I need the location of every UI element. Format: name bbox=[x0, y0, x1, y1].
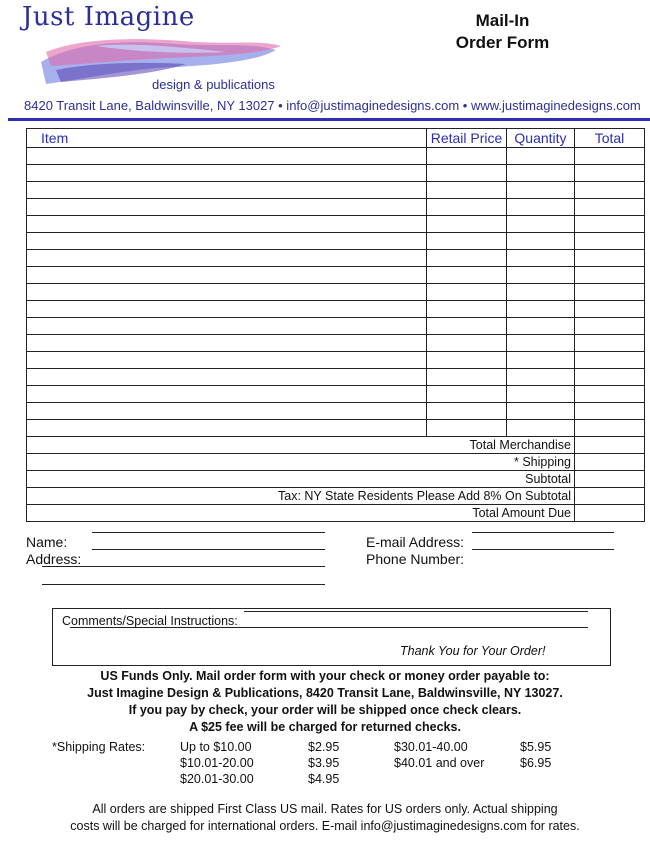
item-row bbox=[27, 182, 645, 199]
total-cell[interactable] bbox=[575, 352, 645, 369]
price-cell[interactable] bbox=[427, 403, 507, 420]
item-row bbox=[27, 301, 645, 318]
footer-note bbox=[0, 801, 650, 835]
quantity-cell[interactable] bbox=[507, 250, 575, 267]
summary-merchandise-label: Total Merchandise bbox=[27, 437, 575, 454]
item-row bbox=[27, 352, 645, 369]
item-cell[interactable] bbox=[27, 182, 427, 199]
summary-row-amount-due bbox=[27, 505, 645, 522]
rate-range-5: $40.01 and over bbox=[394, 756, 485, 770]
rate-price-4: $5.95 bbox=[520, 740, 552, 754]
price-cell[interactable] bbox=[427, 165, 507, 182]
total-cell[interactable] bbox=[575, 233, 645, 250]
notice-line4: A $25 fee will be charged for returned checks. bbox=[189, 720, 461, 734]
summary-tax-value[interactable] bbox=[575, 488, 645, 505]
quantity-cell[interactable] bbox=[507, 165, 575, 182]
item-row bbox=[27, 250, 645, 267]
item-row bbox=[27, 148, 645, 165]
item-row bbox=[27, 216, 645, 233]
price-cell[interactable] bbox=[427, 182, 507, 199]
total-cell[interactable] bbox=[575, 267, 645, 284]
quantity-cell[interactable] bbox=[507, 420, 575, 437]
summary-row-shipping bbox=[27, 454, 645, 471]
total-cell[interactable] bbox=[575, 216, 645, 233]
rate-price-2: $3.95 bbox=[308, 756, 340, 770]
order-table bbox=[26, 128, 645, 522]
item-row bbox=[27, 267, 645, 284]
total-cell[interactable] bbox=[575, 165, 645, 182]
summary-tax-label: Tax: NY State Residents Please Add 8% On Subtotal bbox=[27, 488, 575, 505]
summary-amount-due-value[interactable] bbox=[575, 505, 645, 522]
item-cell[interactable] bbox=[27, 369, 427, 386]
quantity-cell[interactable] bbox=[507, 318, 575, 335]
item-cell[interactable] bbox=[27, 267, 427, 284]
item-cell[interactable] bbox=[27, 165, 427, 182]
item-cell[interactable] bbox=[27, 386, 427, 403]
quantity-cell[interactable] bbox=[507, 199, 575, 216]
quantity-cell[interactable] bbox=[507, 403, 575, 420]
price-cell[interactable] bbox=[427, 301, 507, 318]
total-cell[interactable] bbox=[575, 386, 645, 403]
email-label: E-mail Address: bbox=[366, 534, 465, 550]
item-row bbox=[27, 386, 645, 403]
summary-subtotal-label: Subtotal bbox=[27, 471, 575, 488]
rate-price-5: $6.95 bbox=[520, 756, 552, 770]
total-cell[interactable] bbox=[575, 250, 645, 267]
total-cell[interactable] bbox=[575, 335, 645, 352]
summary-row-merchandise bbox=[27, 437, 645, 454]
rate-range-4: $30.01-40.00 bbox=[394, 740, 468, 754]
header-total: Total bbox=[575, 129, 645, 148]
item-row bbox=[27, 369, 645, 386]
shipping-rates-label: *Shipping Rates: bbox=[52, 740, 146, 754]
notice-line3: If you pay by check, your order will be shipped once check clears. bbox=[128, 703, 522, 717]
summary-shipping-value[interactable] bbox=[575, 454, 645, 471]
header-retail-price: Retail Price bbox=[427, 129, 507, 148]
price-cell[interactable] bbox=[427, 233, 507, 250]
quantity-cell[interactable] bbox=[507, 352, 575, 369]
item-row bbox=[27, 199, 645, 216]
form-title-line1: Mail-In bbox=[475, 11, 530, 30]
quantity-cell[interactable] bbox=[507, 233, 575, 250]
price-cell[interactable] bbox=[427, 369, 507, 386]
total-cell[interactable] bbox=[575, 284, 645, 301]
quantity-cell[interactable] bbox=[507, 335, 575, 352]
footer-line1: All orders are shipped First Class US mail. Rates for US orders only. Actual shipping bbox=[92, 802, 558, 816]
total-cell[interactable] bbox=[575, 369, 645, 386]
quantity-cell[interactable] bbox=[507, 216, 575, 233]
item-row bbox=[27, 420, 645, 437]
order-table-header bbox=[27, 129, 645, 148]
total-cell[interactable] bbox=[575, 420, 645, 437]
price-cell[interactable] bbox=[427, 386, 507, 403]
total-cell[interactable] bbox=[575, 199, 645, 216]
header-quantity: Quantity bbox=[507, 129, 575, 148]
address-field-line3[interactable] bbox=[42, 584, 325, 585]
item-cell[interactable] bbox=[27, 352, 427, 369]
form-title-line2: Order Form bbox=[455, 33, 550, 52]
summary-row-subtotal bbox=[27, 471, 645, 488]
item-cell[interactable] bbox=[27, 148, 427, 165]
phone-field[interactable] bbox=[472, 549, 614, 550]
item-cell[interactable] bbox=[27, 233, 427, 250]
thank-you-message: Thank You for Your Order! bbox=[400, 644, 546, 658]
quantity-cell[interactable] bbox=[507, 182, 575, 199]
brand-tagline: design & publications bbox=[152, 77, 275, 92]
total-cell[interactable] bbox=[575, 148, 645, 165]
summary-subtotal-value[interactable] bbox=[575, 471, 645, 488]
name-label: Name: bbox=[26, 534, 68, 550]
price-cell[interactable] bbox=[427, 199, 507, 216]
quantity-cell[interactable] bbox=[507, 369, 575, 386]
price-cell[interactable] bbox=[427, 148, 507, 165]
item-cell[interactable] bbox=[27, 318, 427, 335]
price-cell[interactable] bbox=[427, 267, 507, 284]
item-row bbox=[27, 335, 645, 352]
quantity-cell[interactable] bbox=[507, 148, 575, 165]
item-cell[interactable] bbox=[27, 301, 427, 318]
rate-range-2: $10.01-20.00 bbox=[180, 756, 254, 770]
price-cell[interactable] bbox=[427, 318, 507, 335]
item-row bbox=[27, 318, 645, 335]
rate-range-1: Up to $10.00 bbox=[180, 740, 252, 754]
summary-shipping-label: * Shipping bbox=[27, 454, 575, 471]
quantity-cell[interactable] bbox=[507, 301, 575, 318]
comments-field-line1[interactable] bbox=[244, 611, 588, 612]
contact-line: 8420 Transit Lane, Baldwinsville, NY 13027 • info@justimaginedesigns.com • www.justimaginedesigns.com bbox=[24, 98, 641, 113]
comments-field-line2[interactable] bbox=[70, 627, 588, 628]
total-cell[interactable] bbox=[575, 301, 645, 318]
item-row bbox=[27, 233, 645, 250]
form-title bbox=[420, 10, 585, 54]
email-field[interactable] bbox=[472, 532, 614, 533]
item-row bbox=[27, 165, 645, 182]
item-row bbox=[27, 284, 645, 301]
price-cell[interactable] bbox=[427, 216, 507, 233]
total-cell[interactable] bbox=[575, 403, 645, 420]
notice-line2: Just Imagine Design & Publications, 8420 Transit Lane, Baldwinsville, NY 13027. bbox=[87, 686, 563, 700]
address-field-line1[interactable] bbox=[92, 549, 325, 550]
phone-label: Phone Number: bbox=[366, 551, 465, 567]
item-cell[interactable] bbox=[27, 403, 427, 420]
quantity-cell[interactable] bbox=[507, 267, 575, 284]
summary-merchandise-value[interactable] bbox=[575, 437, 645, 454]
header-item: Item bbox=[27, 129, 427, 148]
brand-logo-name: Just Imagine bbox=[22, 2, 195, 32]
summary-amount-due-label: Total Amount Due bbox=[27, 505, 575, 522]
item-cell[interactable] bbox=[27, 335, 427, 352]
payment-notice bbox=[0, 668, 650, 736]
header-divider bbox=[8, 118, 650, 121]
rate-range-3: $20.01-30.00 bbox=[180, 772, 254, 786]
summary-row-tax bbox=[27, 488, 645, 505]
item-cell[interactable] bbox=[27, 199, 427, 216]
total-cell[interactable] bbox=[575, 318, 645, 335]
price-cell[interactable] bbox=[427, 335, 507, 352]
name-field[interactable] bbox=[92, 532, 325, 533]
quantity-cell[interactable] bbox=[507, 386, 575, 403]
item-cell[interactable] bbox=[27, 420, 427, 437]
address-field-line2[interactable] bbox=[42, 566, 325, 567]
price-cell[interactable] bbox=[427, 284, 507, 301]
address-label: Address: bbox=[26, 551, 82, 567]
item-cell[interactable] bbox=[27, 216, 427, 233]
rate-price-1: $2.95 bbox=[308, 740, 340, 754]
total-cell[interactable] bbox=[575, 182, 645, 199]
quantity-cell[interactable] bbox=[507, 284, 575, 301]
price-cell[interactable] bbox=[427, 250, 507, 267]
item-row bbox=[27, 403, 645, 420]
price-cell[interactable] bbox=[427, 352, 507, 369]
rate-price-3: $4.95 bbox=[308, 772, 340, 786]
notice-line1: US Funds Only. Mail order form with your check or money order payable to: bbox=[100, 669, 550, 683]
footer-line2: costs will be charged for international orders. E-mail info@justimaginedesigns.com for rates. bbox=[70, 819, 580, 833]
item-cell[interactable] bbox=[27, 284, 427, 301]
item-cell[interactable] bbox=[27, 250, 427, 267]
price-cell[interactable] bbox=[427, 420, 507, 437]
comments-label: Comments/Special Instructions: bbox=[62, 614, 238, 628]
